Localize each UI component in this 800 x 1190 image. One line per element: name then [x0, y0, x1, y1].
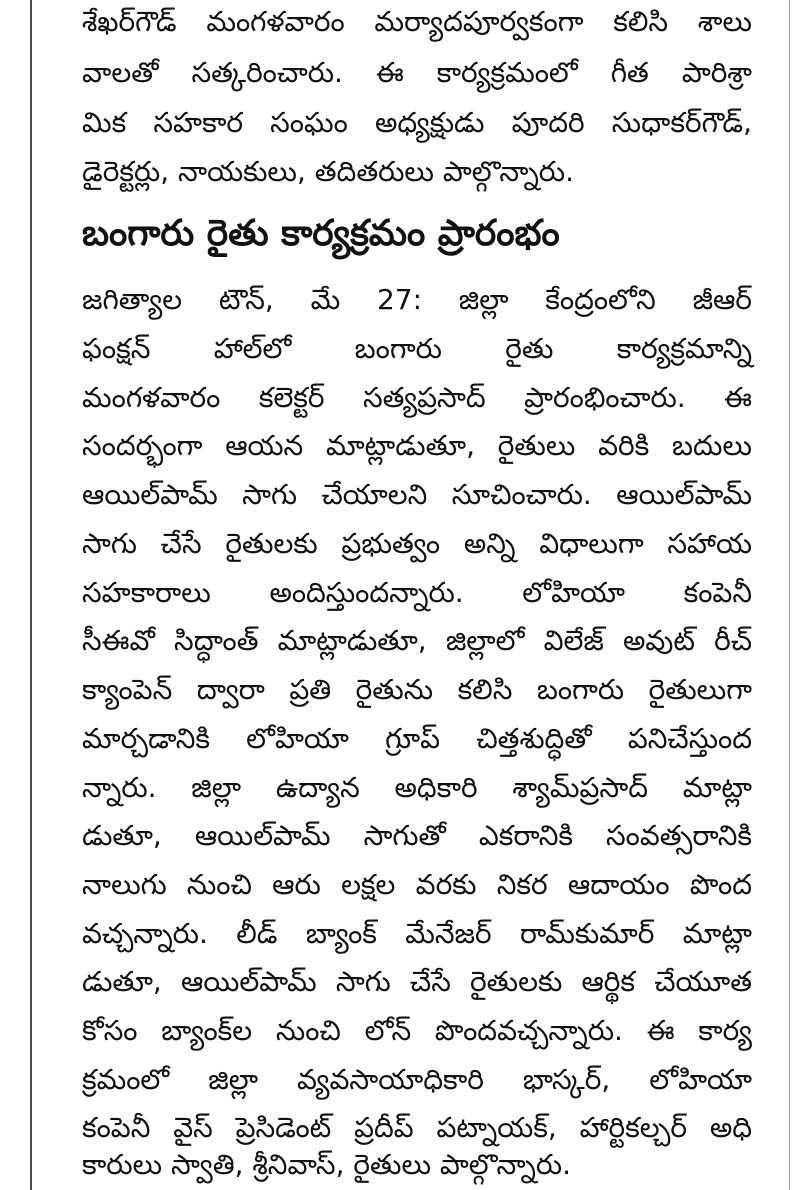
article-body-line: ఫంక్షన్‌ హాల్‌లో బంగారు రైతు కార్యక్రమాన్ని [82, 332, 752, 365]
prev-article-line: డైరెక్టర్లు, నాయకులు, తదితరులు పాల్గొన్నారు. [82, 155, 574, 188]
article-body-line: సాగు చేసే రైతులకు ప్రభుత్వం అన్ని విధాలుగా సహాయ [82, 527, 752, 560]
article-body-line: కోసం బ్యాంక్‌ల నుంచి లోన్‌ పొందవచ్చన్నారు. ఈ కార్య [82, 1014, 752, 1047]
article-body-line: క్రమంలో జిల్లా వ్యవసాయాధికారి భాస్కర్‌, లోహియా [82, 1063, 752, 1096]
article-body-line: డుతూ, ఆయిల్‌పామ్‌ సాగుతో ఎకరానికి సంవత్సరానికి [82, 819, 752, 852]
prev-article-line: శేఖర్‌గౌడ్‌ మంగళవారం మర్యాదపూర్వకంగా కలిసి శాలు [82, 5, 752, 38]
article-headline: బంగారు రైతు కార్యక్రమం ప్రారంభం [82, 213, 560, 254]
article-body-line: జగిత్యాల టౌన్‌, మే 27: జిల్లా కేంద్రంలోని జీఆర్‌ [82, 283, 752, 316]
column-rule-left [30, 0, 32, 1190]
article-body-line: సందర్భంగా ఆయన మాట్లాడుతూ, రైతులు వరికి బదులు [82, 429, 752, 462]
column-rule-right [789, 0, 790, 1190]
article-body-line: మార్చడానికి లోహియా గ్రూప్‌ చిత్తశుద్ధితో పనిచేస్తుంద [82, 722, 752, 755]
article-body-line: కారులు స్వాతి, శ్రీనివాస్‌, రైతులు పాల్గొన్నారు. [82, 1148, 572, 1181]
prev-article-line: మిక సహకార సంఘం అధ్యక్షుడు పూదరి సుధాకర్‌గౌడ్‌, [82, 106, 752, 139]
article-body-line: వచ్చన్నారు. లీడ్‌ బ్యాంక్‌ మేనేజర్‌ రామ్‌కుమార్‌ మాట్లా [82, 917, 752, 950]
article-body-line: డుతూ, ఆయిల్‌పామ్‌ సాగు చేసే రైతులకు ఆర్థిక చేయూత [82, 965, 752, 998]
article-body-line: ఆయిల్‌పామ్‌ సాగు చేయాలని సూచించారు. ఆయిల్‌పామ్‌ [82, 478, 752, 511]
article-body-line: సహకారాలు అందిస్తుందన్నారు. లోహియా కంపెనీ [82, 576, 752, 609]
article-body-line: సీఈవో సిద్ధాంత్‌ మాట్లాడుతూ, జిల్లాలో విలేజ్‌ అవుట్‌ రీచ్‌ [82, 624, 752, 657]
article-body-line: మంగళవారం కలెక్టర్‌ సత్యప్రసాద్‌ ప్రారంభించారు. ఈ [82, 381, 752, 414]
article-body-line: క్యాంపెన్‌ ద్వారా ప్రతి రైతును కలిసి బంగారు రైతులుగా [82, 673, 752, 706]
article-body-line: నాలుగు నుంచి ఆరు లక్షల వరకు నికర ఆదాయం పొంద [82, 868, 752, 901]
article-body-line: న్నారు. జిల్లా ఉద్యాన అధికారి శ్యామ్‌ప్రసాద్‌ మాట్లా [82, 771, 752, 804]
article-body-line: కంపెనీ వైస్‌ ప్రెసిడెంట్‌ ప్రదీప్‌ పట్నాయక్‌, హార్టికల్చర్‌ అధి [82, 1111, 752, 1144]
prev-article-line: వాలతో సత్కరించారు. ఈ కార్యక్రమంలో గీత పారిశ్రా [82, 56, 752, 89]
